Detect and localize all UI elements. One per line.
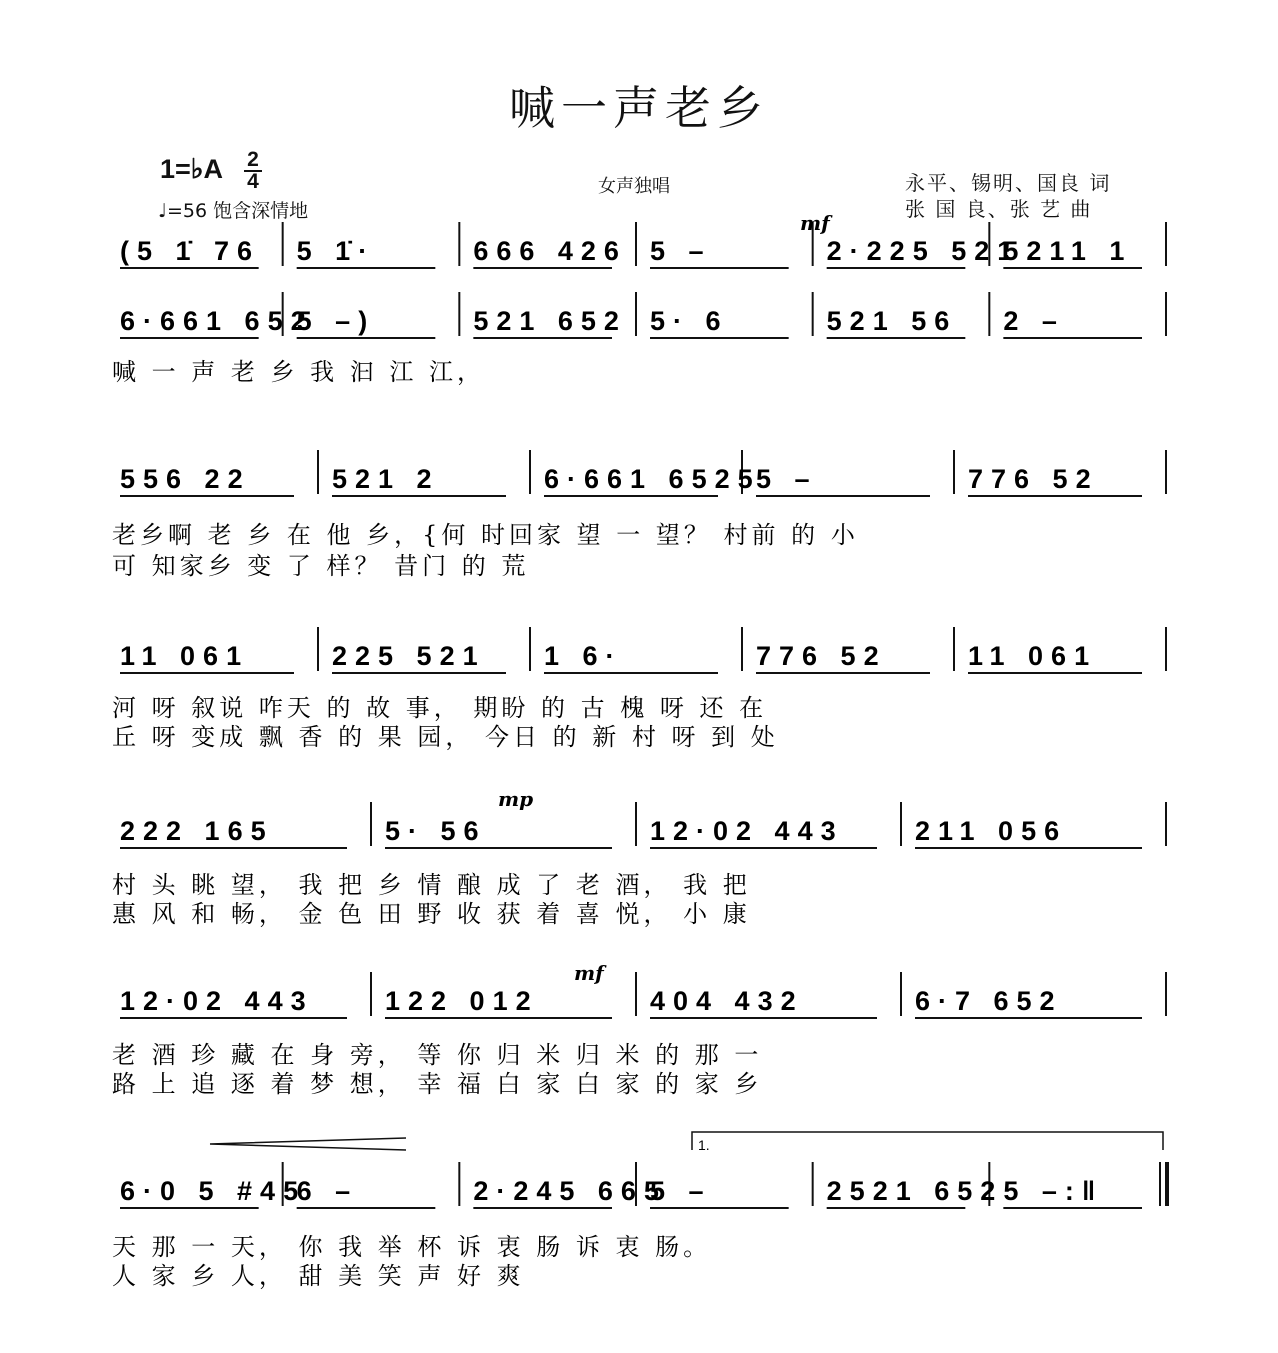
measure-notes: 6·0 5 #45 bbox=[120, 1176, 307, 1206]
measure-notes: 6·7 652 bbox=[915, 986, 1063, 1016]
lyrics-verse-2: 路 上 追 逐 着 梦 想， 幸 福 白 家 白 家 的 家 乡 bbox=[112, 1070, 763, 1098]
voice-type: 女声独唱 bbox=[598, 176, 670, 197]
measure-notes: 6 – bbox=[296, 1176, 359, 1206]
lyricist-credit: 永平、锡明、国良 词 bbox=[905, 171, 1112, 195]
lyrics-verse-1: 老 酒 珍 藏 在 身 旁， 等 你 归 米 归 米 的 那 一 bbox=[112, 1041, 763, 1069]
lyrics-verse-2: 可 知家乡 变 了 样？ 昔门 的 荒 bbox=[112, 552, 530, 580]
lyrics-verse-2: 惠 风 和 畅， 金 色 田 野 收 获 着 喜 悦， 小 康 bbox=[112, 900, 751, 928]
measure-notes: 211 056 bbox=[915, 816, 1068, 846]
measure-notes: 122 012 bbox=[385, 986, 539, 1016]
measure-notes: 222 165 bbox=[120, 816, 274, 846]
measure-notes: 11 061 bbox=[120, 641, 250, 671]
measure-notes: 2 – bbox=[1003, 306, 1065, 336]
measure-notes: 404 432 bbox=[650, 986, 804, 1016]
measure-notes: (5 1̇ 76 bbox=[120, 236, 261, 266]
time-signature-top: 2 bbox=[247, 148, 259, 171]
measure-notes: 521 652 bbox=[473, 306, 627, 336]
measure-notes: 5· 6 bbox=[650, 306, 729, 336]
measure-notes: 5· 56 bbox=[385, 816, 487, 846]
measure-notes: 12·02 443 bbox=[120, 986, 314, 1016]
measure-notes: 5 –) bbox=[296, 306, 376, 336]
song-title: 喊一声老乡 bbox=[509, 81, 769, 135]
measure-notes: 5 1̇· bbox=[296, 236, 376, 266]
measure-notes: 6·661 6525 bbox=[544, 464, 761, 494]
lyrics-verse-1: 村 头 眺 望， 我 把 乡 情 酿 成 了 老 酒， 我 把 bbox=[112, 871, 751, 899]
dynamic-marking: mf bbox=[800, 211, 830, 235]
measure-notes: 2521 652 bbox=[826, 1176, 1004, 1206]
measure-notes: 776 52 bbox=[756, 641, 887, 671]
measure-notes: 521 2 bbox=[332, 464, 440, 494]
lyrics-verse-2: 丘 呀 变成 飘 香 的 果 园， 今日 的 新 村 呀 到 处 bbox=[112, 723, 779, 751]
dynamic-marking: mf bbox=[574, 961, 604, 985]
lyrics-verse-1: 河 呀 叙说 咋天 的 故 事， 期盼 的 古 槐 呀 还 在 bbox=[112, 694, 768, 722]
measure-notes: 2·225 521 bbox=[826, 236, 1021, 266]
lyrics-verse-1: 老乡啊 老 乡 在 他 乡，{何 时回家 望 一 望？ 村前 的 小 bbox=[112, 521, 859, 549]
volta-label: 1. bbox=[698, 1137, 710, 1153]
measure-notes: 12·02 443 bbox=[650, 816, 844, 846]
measure-notes: 556 22 bbox=[120, 464, 251, 494]
composer-credit: 张 国 良、张 艺 曲 bbox=[905, 197, 1093, 221]
measure-notes: 521 56 bbox=[826, 306, 958, 336]
key-signature: 1=♭A bbox=[160, 154, 224, 184]
measure-notes: 5 – bbox=[650, 1176, 712, 1206]
measure-notes: 5 – bbox=[756, 464, 818, 494]
measure-notes: 5 – bbox=[650, 236, 712, 266]
measure-notes: 776 52 bbox=[968, 464, 1099, 494]
measure-notes: 225 521 bbox=[332, 641, 486, 671]
tempo-marking: ♩=56 饱含深情地 bbox=[158, 200, 309, 222]
measure-notes: 666 426 bbox=[473, 236, 627, 266]
volta-bracket bbox=[692, 1132, 1163, 1150]
lyrics-verse-1: 天 那 一 天， 你 我 举 杯 诉 衷 肠 诉 衷 肠。 bbox=[112, 1233, 712, 1261]
measure-notes: 2·245 665 bbox=[473, 1176, 667, 1206]
measure-notes: 6·661 652 bbox=[120, 306, 314, 336]
decrescendo-hairpin bbox=[210, 1138, 406, 1150]
dynamic-marking: mp bbox=[498, 787, 534, 811]
time-signature-bottom: 4 bbox=[247, 170, 259, 193]
measure-notes: 1 6· bbox=[544, 641, 623, 671]
lyrics-verse-1: 喊 一 声 老 乡 我 汩 江 江， bbox=[112, 358, 486, 386]
measure-notes: 5211 1 bbox=[1003, 236, 1133, 266]
measure-notes: 5 –:‖ bbox=[1003, 1176, 1104, 1206]
measure-notes: 11 061 bbox=[968, 641, 1098, 671]
lyrics-verse-2: 人 家 乡 人， 甜 美 笑 声 好 爽 bbox=[112, 1262, 525, 1290]
